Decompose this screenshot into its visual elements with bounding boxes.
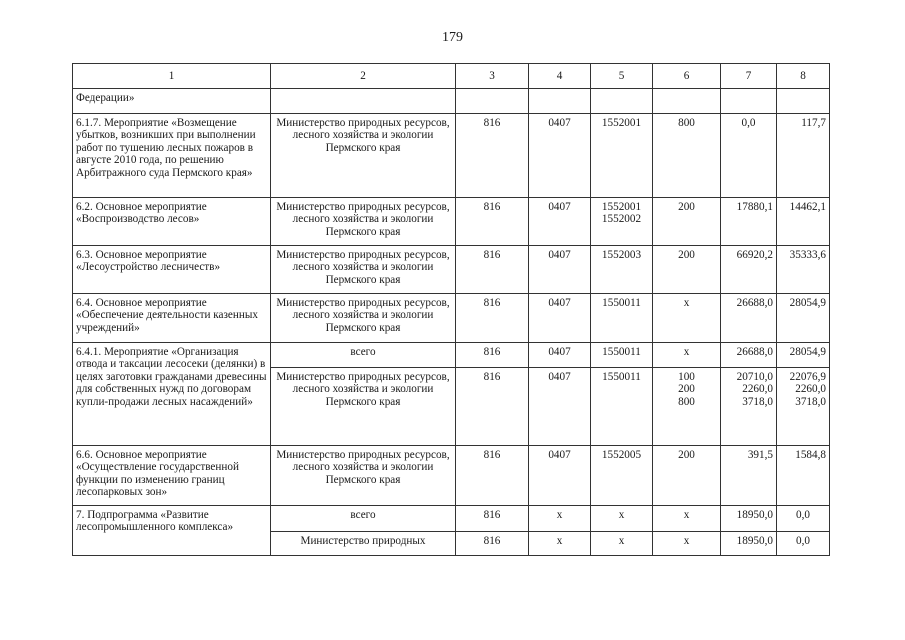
- executor-cell: Министерство природных ресурсов, лесного хозяйства и экологии Пермского края: [271, 446, 456, 506]
- cell-c5: 1552003: [591, 246, 653, 294]
- cell-c5: 1550011: [591, 343, 653, 368]
- cell-c3: 816: [456, 506, 529, 532]
- cell-c6: 100 200 800: [653, 368, 721, 446]
- cell-c3: 816: [456, 114, 529, 198]
- continuation-text: Федерации»: [73, 89, 271, 114]
- cell-c8: 117,7: [777, 114, 830, 198]
- cell-c8: 35333,6: [777, 246, 830, 294]
- executor-cell: всего: [271, 343, 456, 368]
- column-header: 7: [721, 64, 777, 89]
- cell-c7: 391,5: [721, 446, 777, 506]
- cell-c8: 14462,1: [777, 198, 830, 246]
- activity-name: 6.6. Основное мероприятие «Осуществление государственной функции по изменению границ лесопарковых зон»: [73, 446, 271, 506]
- cell-c7: 18950,0: [721, 506, 777, 532]
- activity-name: 6.4. Основное мероприятие «Обеспечение деятельности казенных учреждений»: [73, 294, 271, 343]
- activity-name: 6.2. Основное мероприятие «Воспроизводство лесов»: [73, 198, 271, 246]
- column-header: 1: [73, 64, 271, 89]
- table-row: [73, 294, 830, 343]
- cell-c5: 1552001: [591, 114, 653, 198]
- cell-c8: 22076,9 2260,0 3718,0: [777, 368, 830, 446]
- cell-c3: 816: [456, 532, 529, 556]
- budget-table: [72, 63, 830, 556]
- cell-c4: 0407: [529, 343, 591, 368]
- cell-c5: 1552005: [591, 446, 653, 506]
- cell-c7: 20710,0 2260,0 3718,0: [721, 368, 777, 446]
- table-row: [73, 114, 830, 198]
- cell-c7: 17880,1: [721, 198, 777, 246]
- executor-cell: Министерство природных ресурсов, лесного хозяйства и экологии Пермского края: [271, 198, 456, 246]
- column-header: 5: [591, 64, 653, 89]
- executor-cell: Министерство природных ресурсов, лесного хозяйства и экологии Пермского края: [271, 294, 456, 343]
- cell-c6: х: [653, 506, 721, 532]
- column-header: 6: [653, 64, 721, 89]
- cell-c6: х: [653, 294, 721, 343]
- cell-c4: х: [529, 506, 591, 532]
- executor-cell: Министерство природных ресурсов, лесного хозяйства и экологии Пермского края: [271, 246, 456, 294]
- cell-c6: 200: [653, 446, 721, 506]
- cell-c6: х: [653, 343, 721, 368]
- cell-c7: 66920,2: [721, 246, 777, 294]
- column-header: 2: [271, 64, 456, 89]
- cell-c8: 1584,8: [777, 446, 830, 506]
- cell-c5: 1550011: [591, 368, 653, 446]
- table-row: [73, 506, 830, 532]
- table-row: [73, 198, 830, 246]
- cell-c8: 0,0: [777, 532, 830, 556]
- cell-c5: 1552001 1552002: [591, 198, 653, 246]
- column-header: 4: [529, 64, 591, 89]
- column-header: 3: [456, 64, 529, 89]
- executor-cell: Министерство природных ресурсов, лесного хозяйства и экологии Пермского края: [271, 114, 456, 198]
- cell-c3: 816: [456, 343, 529, 368]
- cell-c6: х: [653, 532, 721, 556]
- cell-c3: 816: [456, 198, 529, 246]
- cell-c3: 816: [456, 246, 529, 294]
- page-number: 179: [442, 30, 463, 45]
- cell-c5: х: [591, 506, 653, 532]
- cell-c3: 816: [456, 446, 529, 506]
- cell-c3: 816: [456, 294, 529, 343]
- column-header: 8: [777, 64, 830, 89]
- table-row: [73, 343, 830, 368]
- table-row: [73, 246, 830, 294]
- cell-c6: 200: [653, 246, 721, 294]
- cell-c8: 0,0: [777, 506, 830, 532]
- cell-c5: 1550011: [591, 294, 653, 343]
- cell-c3: 816: [456, 368, 529, 446]
- executor-cell: всего: [271, 506, 456, 532]
- cell-c7: 26688,0: [721, 343, 777, 368]
- table-row: [73, 446, 830, 506]
- table-row: [73, 89, 830, 114]
- cell-c4: х: [529, 532, 591, 556]
- cell-c6: 800: [653, 114, 721, 198]
- table-header-row: [73, 64, 830, 89]
- cell-c4: 0407: [529, 294, 591, 343]
- cell-c7: 0,0: [721, 114, 777, 198]
- cell-c4: 0407: [529, 368, 591, 446]
- executor-cell: Министерство природных: [271, 532, 456, 556]
- activity-name: 6.3. Основное мероприятие «Лесоустройство лесничеств»: [73, 246, 271, 294]
- cell-c8: 28054,9: [777, 343, 830, 368]
- activity-name: 6.1.7. Мероприятие «Возмещение убытков, возникших при выполнении работ по тушению лесных пожаров в августе 2010 года, по решению Арбитражного суда Пермского края»: [73, 114, 271, 198]
- cell-c7: 18950,0: [721, 532, 777, 556]
- activity-name: 7. Подпрограмма «Развитие лесопромышленного комплекса»: [73, 506, 271, 556]
- executor-cell: Министерство природных ресурсов, лесного хозяйства и экологии Пермского края: [271, 368, 456, 446]
- cell-c4: 0407: [529, 246, 591, 294]
- cell-c6: 200: [653, 198, 721, 246]
- cell-c4: 0407: [529, 198, 591, 246]
- activity-name: 6.4.1. Мероприятие «Организация отвода и таксации лесосеки (делянки) в целях заготовки гражданами древесины для собственных нужд по договорам купли-продажи лесных насаждений»: [73, 343, 271, 446]
- cell-c4: 0407: [529, 114, 591, 198]
- cell-c5: х: [591, 532, 653, 556]
- cell-c4: 0407: [529, 446, 591, 506]
- cell-c8: 28054,9: [777, 294, 830, 343]
- cell-c7: 26688,0: [721, 294, 777, 343]
